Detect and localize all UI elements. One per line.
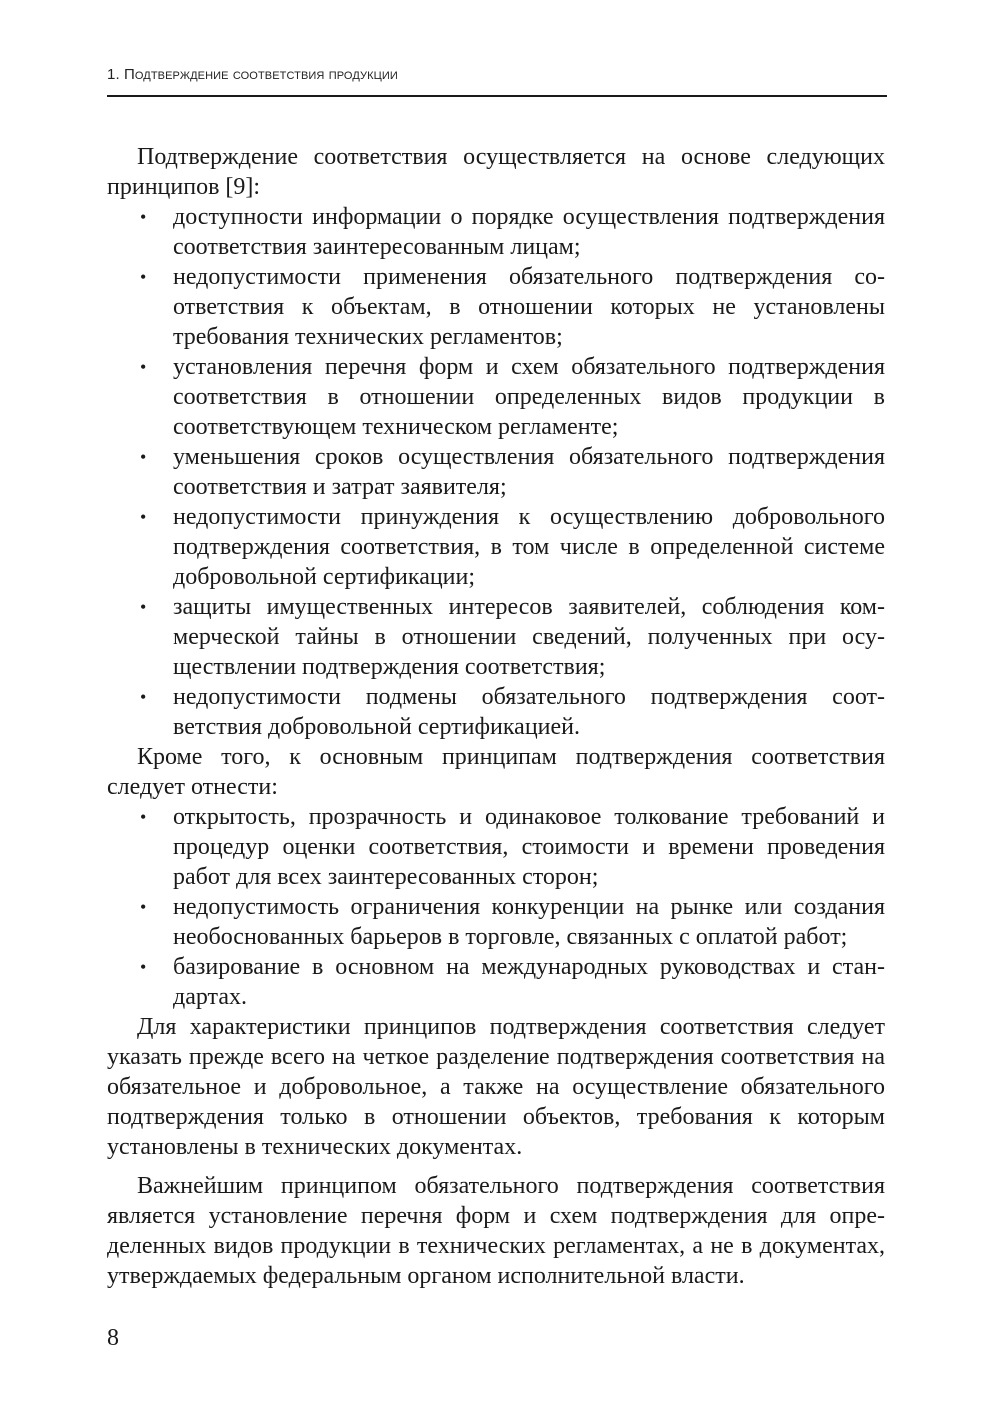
list-item-text: доступности информации о порядке осуществления подтверждения соответствия заинтересованным лицам; bbox=[173, 204, 885, 260]
list-item bbox=[107, 502, 885, 592]
bullet-icon: • bbox=[140, 687, 147, 707]
list-item bbox=[107, 352, 885, 442]
bullet-icon: • bbox=[140, 207, 147, 227]
paragraph-intro: Подтверждение соответствия осуществляется на основе следующих принципов [9]: bbox=[107, 144, 885, 200]
list-item-text: открытость, прозрачность и одинаковое толкование требований и процедур оценки соответствия, стоимости и времени проведения работ для всех заинтересованных сторон; bbox=[173, 804, 885, 890]
bullet-icon: • bbox=[140, 807, 147, 827]
list-item bbox=[107, 682, 885, 742]
list-item bbox=[107, 892, 885, 952]
principles-list bbox=[107, 202, 885, 742]
bullet-icon: • bbox=[140, 897, 147, 917]
bullet-icon: • bbox=[140, 447, 147, 467]
running-title: 1. Подтверждение соответствия продукции bbox=[107, 66, 398, 83]
header-rule bbox=[107, 95, 887, 97]
list-item-text: недопустимости принуждения к осуществлению добровольного подтверждения соответствия, в том числе в определенной системе добровольной сертификации; bbox=[173, 504, 885, 590]
bullet-icon: • bbox=[140, 957, 147, 977]
list-item bbox=[107, 592, 885, 682]
paragraph-main-principle: Важнейшим принципом обязательного подтверждения соответствия является установление перечня форм и схем подтверждения для определенных видов продукции в технических регламентах, а не в документах, утверждаемых федеральным органом исполнительной власти. bbox=[107, 1173, 885, 1289]
list-item-text: установления перечня форм и схем обязательного подтверждения соответствия в отношении определенных видов продукции в соответствующем техническом регламенте; bbox=[173, 354, 885, 440]
list-item bbox=[107, 802, 885, 892]
list-item bbox=[107, 952, 885, 1012]
paragraph-characteristics: Для характеристики принципов подтверждения соответствия следует указать прежде всего на четкое разделение подтверждения соответствия на обязательное и добровольное, а также на осуществление обязательного подтверждения только в отношении объектов, требования к которым установлены в технических документах. bbox=[107, 1014, 885, 1160]
list-item-text: базирование в основном на международных руководствах и стандартах. bbox=[173, 954, 885, 1010]
bullet-icon: • bbox=[140, 267, 147, 287]
page-number: 8 bbox=[107, 1325, 119, 1351]
list-item-text: уменьшения сроков осуществления обязательного подтверждения соответствия и затрат заявителя; bbox=[173, 444, 885, 500]
list-item-text: защиты имущественных интересов заявителей, соблюдения коммерческой тайны в отношении сведений, полученных при осуществлении подтверждения соответствия; bbox=[173, 594, 885, 680]
list-item bbox=[107, 262, 885, 352]
bullet-icon: • bbox=[140, 597, 147, 617]
list-item bbox=[107, 442, 885, 502]
list-item-text: недопустимости применения обязательного подтверждения соответствия к объектам, в отношении которых не установлены требования технических регламентов; bbox=[173, 264, 885, 350]
paragraph-additional: Кроме того, к основным принципам подтверждения соответствия следует отнести: bbox=[107, 744, 885, 800]
list-item-text: недопустимости подмены обязательного подтверждения соответствия добровольной сертификацией. bbox=[173, 684, 885, 740]
page-body bbox=[107, 142, 885, 1291]
bullet-icon: • bbox=[140, 357, 147, 377]
list-item-text: недопустимость ограничения конкуренции на рынке или создания необоснованных барьеров в торговле, связанных с оплатой работ; bbox=[173, 894, 885, 950]
additional-principles-list bbox=[107, 802, 885, 1012]
bullet-icon: • bbox=[140, 507, 147, 527]
list-item bbox=[107, 202, 885, 262]
